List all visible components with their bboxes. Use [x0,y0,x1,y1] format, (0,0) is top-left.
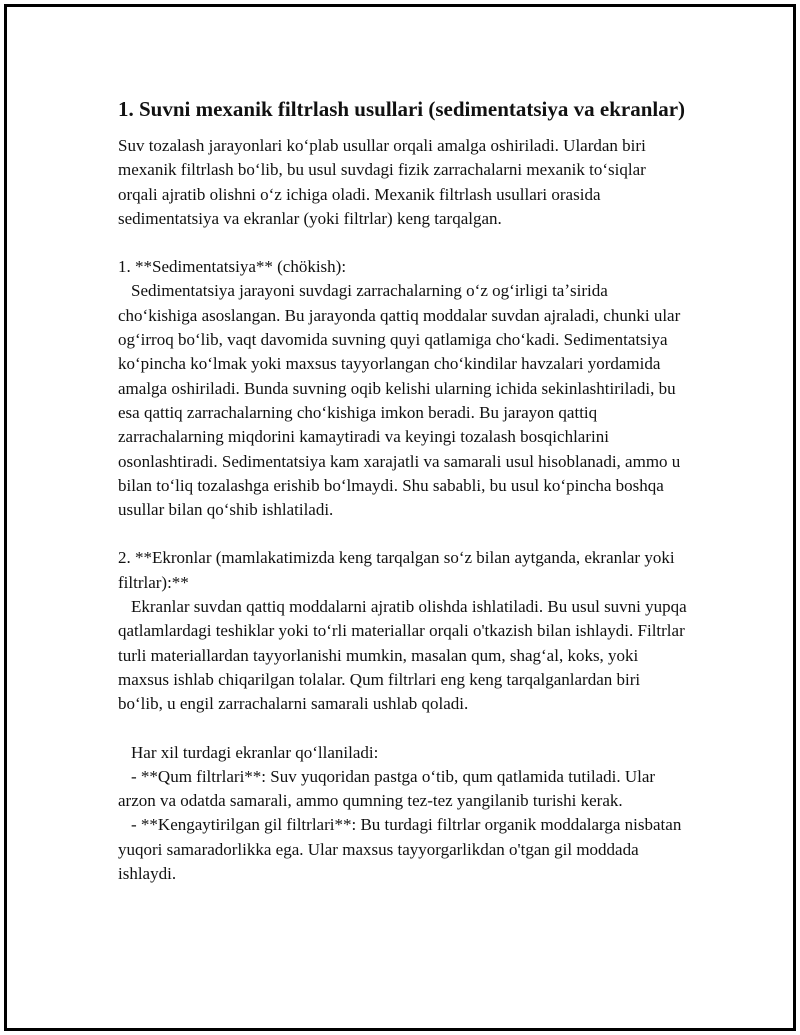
paragraph-spacer [118,522,688,546]
list-item-clay-filters: - **Kengaytirilgan gil filtrlari**: Bu turdagi filtrlar organik moddalarga nisbatan yuqori samaradorlikka ega. Ular maxsus tayyorgarlikdan o'tgan gil moddada ishlaydi. [118,815,682,884]
document-title: 1. Suvni mexanik filtrlash usullari (sedimentatsiya va ekranlar) [118,97,686,121]
section-2-paragraph: Ekranlar suvdan qattiq moddalarni ajratib olishda ishlatiladi. Bu usul suvni yupqa qatlamlardagi teshiklar yoki toʻrli materiallar orqali o'tkazish bilan ishlaydi. Filtrlar turli materiallardan tayyorlanishi mumkin, masalan qum, shagʻal, koks, yoki maxsus ishlab chiqarilgan tolalar. Qum filtrlari eng keng tarqalganlardan biri boʻlib, u engil zarrachalarni samarali ushlab qoladi. [118,597,687,714]
list-item-sand-filters: - **Qum filtrlari**: Suv yuqoridan pastga oʻtib, qum qatlamida tutiladi. Ular arzon va odatda samarali, ammo qumning tez-tez yangilanib turishi kerak. [118,766,656,811]
filter-types-intro: Har xil turdagi ekranlar qoʻllaniladi: [131,742,379,762]
document-body [118,95,688,886]
section-1-paragraph: Sedimentatsiya jarayoni suvdagi zarrachalarning oʻz ogʻirligi taʼsirida choʻkishiga asoslangan. Bu jarayonda qattiq moddalar suvdan ajraladi, chunki ular ogʻirroq boʻlib, vaqt davomida suvning quyi qatlamiga choʻkadi. Sedimentatsiya koʻpincha koʻlmak yoki maxsus tayyorlangan choʻkindilar havzalari yordamida amalga oshiriladi. Bunda suvning oqib kelishi ularning ichida sekinlashtiriladi, bu esa qattiq zarrachalarning choʻkishiga imkon beradi. Bu jarayon qattiq zarrachalarning miqdorini kamaytiradi va keyingi tozalash bosqichlarini osonlashtiradi. Sedimentatsiya kam xarajatli va samarali usul hisoblanadi, ammo u bilan toʻliq tozalashga erishib boʻlmaydi. Shu sababli, bu usul koʻpincha boshqa usullar bilan qoʻshib ishlatiladi. [118,281,681,520]
section-2-heading: 2. **Ekronlar (mamlakatimizda keng tarqalgan soʻz bilan aytganda, ekranlar yoki filtrlar):** [118,548,675,592]
intro-paragraph: Suv tozalash jarayonlari koʻplab usullar orqali amalga oshiriladi. Ulardan biri mexanik filtrlash boʻlib, bu usul suvdagi fizik zarrachalarni mexanik toʻsiqlar orqali ajratib olishni oʻz ichiga oladi. Mexanik filtrlash usullari orasida sedimentatsiya va ekranlar (yoki filtrlar) keng tarqalgan. [118,136,646,228]
paragraph-spacer [118,717,688,741]
paragraph-spacer [118,231,688,255]
section-1-heading: 1. **Sedimentatsiya** (chökish): [118,257,347,277]
